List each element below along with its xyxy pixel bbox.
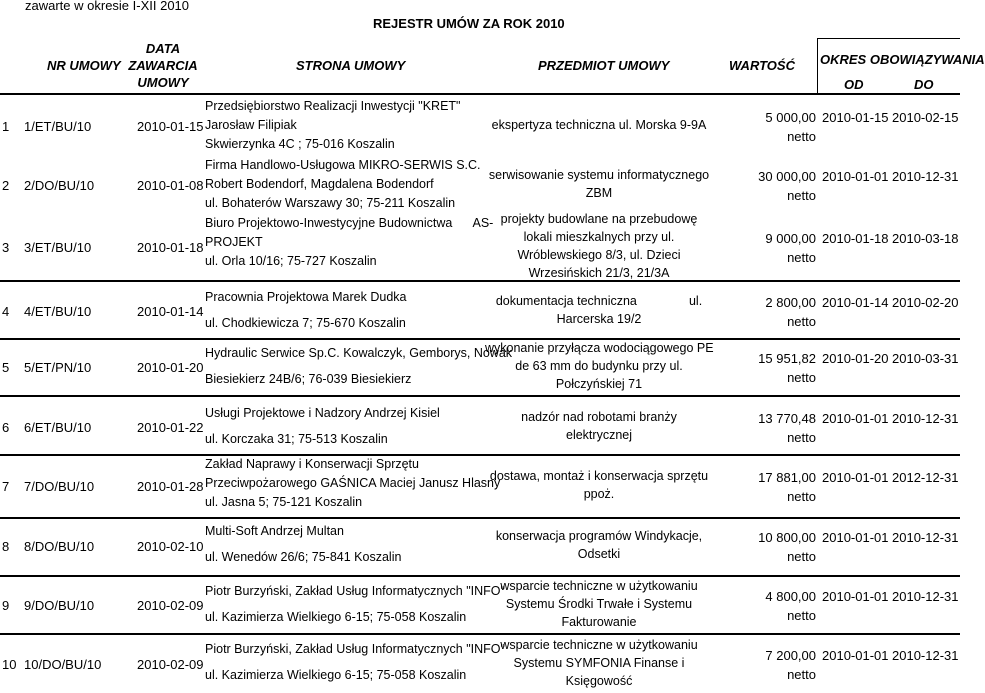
contract-value: 10 800,00 [758, 530, 816, 545]
subject-line: Systemu SYMFONIA Finanse i [513, 655, 685, 670]
valid-from: 2010-01-01 [822, 647, 889, 663]
contract-date: 2010-01-14 [137, 303, 204, 319]
party-line: ul. Chodkiewicza 7; 75-670 Koszalin [205, 316, 406, 330]
header-data-line: DATA [145, 41, 181, 56]
netto-label: netto [787, 128, 816, 144]
contract-date: 2010-02-09 [137, 656, 204, 672]
valid-to: 2010-03-31 [892, 351, 959, 366]
party-line: Pracownia Projektowa Marek Dudka [205, 290, 407, 304]
subject-line: wsparcie techniczne w użytkowaniu [500, 579, 698, 593]
subject-line: Wróblewskiego 8/3, ul. Dzieci [517, 248, 681, 262]
valid-from: 2010-01-01 [822, 410, 889, 426]
netto-label: netto [787, 549, 816, 564]
subject-line: Odsetki [577, 547, 621, 561]
contract-value: 7 200,00 [765, 647, 816, 663]
header-wartosc: WARTOŚĆ [729, 58, 795, 73]
row-separator [0, 517, 960, 519]
valid-to: 2010-12-31 [892, 168, 959, 184]
netto-label: netto [787, 666, 816, 682]
contract-date: 2010-01-20 [137, 360, 204, 375]
party-line: ul. Jasna 5; 75-121 Koszalin [205, 495, 363, 509]
subject-line: Połczyńskiej 71 [555, 377, 643, 391]
valid-from: 2010-01-01 [822, 470, 889, 485]
party-line: Hydraulic Serwice Sp.C. Kowalczyk, Gemborys, Nowak [205, 346, 513, 360]
party-line: ul. Kazimierza Wielkiego 6-15; 75-058 Koszalin [205, 610, 467, 624]
contract-value: 9 000,00 [765, 231, 816, 246]
row-number: 6 [2, 419, 10, 435]
party-line: Jarosław Filipiak [205, 118, 297, 132]
header-okres-obowiazywania: OKRES OBOWIĄZYWANIA [820, 52, 985, 67]
contract-value: 30 000,00 [758, 168, 816, 184]
party-line: Piotr Burzyński, Zakład Usług Informatycznych "INFO" [205, 584, 505, 598]
contract-number: 6/ET/BU/10 [24, 419, 92, 435]
party-line: Multi-Soft Andrzej Multan [205, 524, 344, 538]
row-number: 8 [2, 539, 10, 554]
party-line: ul. Bohaterów Warszawy 30; 75-211 Koszalin [205, 196, 456, 210]
subject-line: wykonanie przyłącza wodociągowego PE [485, 341, 714, 355]
row-separator [0, 338, 960, 340]
header-bottom-border [0, 93, 960, 95]
party-line: ul. Orla 10/16; 75-727 Koszalin [205, 254, 377, 268]
party-line: Biuro Projektowo-Inwestycyjne Budownictwa AS- [205, 216, 494, 230]
subject-line: Systemu Środki Trwałe i Systemu [505, 597, 693, 611]
contract-number: 4/ET/BU/10 [24, 303, 92, 319]
party-line: PROJEKT [205, 235, 263, 249]
netto-label: netto [787, 250, 816, 265]
subject-line: serwisowanie systemu informatycznego [488, 167, 710, 182]
row-separator [0, 454, 960, 456]
row-separator [0, 575, 960, 577]
header-od: OD [844, 77, 864, 92]
netto-label: netto [787, 313, 816, 329]
subject-line: nadzór nad robotami branży [521, 409, 677, 424]
party-line: Przedsiębiorstwo Realizacji Inwestycji "KRET" [205, 99, 461, 113]
valid-from: 2010-01-18 [822, 231, 889, 246]
row-number: 2 [2, 177, 10, 193]
contract-date: 2010-02-09 [137, 598, 204, 613]
row-number: 10 [2, 656, 17, 672]
valid-to: 2012-12-31 [892, 470, 959, 485]
contract-number: 7/DO/BU/10 [24, 479, 95, 494]
netto-label: netto [787, 489, 816, 504]
party-line: Biesiekierz 24B/6; 76-039 Biesiekierz [205, 372, 412, 386]
contract-number: 9/DO/BU/10 [24, 598, 95, 613]
row-number: 3 [2, 240, 10, 255]
subject-line: Harcerska 19/2 [556, 311, 642, 326]
row-separator [0, 395, 960, 397]
valid-to: 2010-02-20 [892, 294, 959, 310]
contract-date: 2010-01-22 [137, 419, 204, 435]
valid-to: 2010-12-31 [892, 530, 959, 545]
party-line: Zakład Naprawy i Konserwacji Sprzętu [205, 457, 419, 471]
contract-value: 2 800,00 [765, 294, 816, 310]
party-line: ul. Wenedów 26/6; 75-841 Koszalin [205, 550, 402, 564]
party-line: Usługi Projektowe i Nadzory Andrzej Kisiel [205, 406, 440, 420]
subject-line: ekspertyza techniczna ul. Morska 9-9A [491, 117, 707, 132]
contract-number: 2/DO/BU/10 [24, 177, 95, 193]
contract-number: 1/ET/BU/10 [24, 118, 92, 134]
party-line: ul. Kazimierza Wielkiego 6-15; 75-058 Koszalin [205, 668, 467, 682]
row-number: 4 [2, 303, 10, 319]
row-number: 7 [2, 479, 10, 494]
valid-from: 2010-01-15 [822, 109, 889, 125]
subject-line: konserwacja programów Windykacje, [495, 529, 703, 543]
header-data-line: ZAWARCIA [128, 57, 198, 73]
valid-to: 2010-02-15 [892, 109, 959, 125]
contract-date: 2010-01-18 [137, 240, 204, 255]
contract-number: 8/DO/BU/10 [24, 539, 95, 554]
header-do: DO [914, 77, 934, 92]
header-data-line: UMOWY [137, 74, 189, 90]
contract-date: 2010-01-08 [137, 177, 204, 193]
contract-number: 3/ET/BU/10 [24, 240, 92, 255]
row-separator [0, 280, 960, 282]
row-number: 9 [2, 598, 10, 613]
valid-from: 2010-01-01 [822, 168, 889, 184]
subject-line: Księgowość [565, 673, 633, 688]
subject-line: lokali mieszkalnych przy ul. [523, 230, 675, 244]
valid-from: 2010-01-01 [822, 530, 889, 545]
row-number: 1 [2, 118, 10, 134]
party-line: Robert Bodendorf, Magdalena Bodendorf [205, 177, 434, 191]
party-line: Firma Handlowo-Usługowa MIKRO-SERWIS S.C. [205, 158, 481, 172]
party-line: Skwierzynka 4C ; 75-016 Koszalin [205, 137, 395, 151]
subject-line: Fakturowanie [561, 615, 637, 629]
header-przedmiot-umowy: PRZEDMIOT UMOWY [538, 58, 670, 73]
party-line: ul. Korczaka 31; 75-513 Koszalin [205, 432, 388, 446]
party-line: Przeciwpożarowego GAŚNICA Maciej Janusz Hlasny [205, 476, 501, 490]
subject-line: elektrycznej [566, 427, 632, 442]
netto-label: netto [787, 370, 816, 385]
subject-line: ppoż. [583, 487, 615, 501]
contract-date: 2010-01-15 [137, 118, 204, 134]
register-title: REJESTR UMÓW ZA ROK 2010 [373, 16, 565, 31]
contract-date: 2010-02-10 [137, 539, 204, 554]
header-divider [817, 38, 818, 94]
valid-to: 2010-12-31 [892, 410, 959, 426]
header-strona-umowy: STRONA UMOWY [296, 58, 406, 73]
netto-label: netto [787, 187, 816, 203]
subject-line: wsparcie techniczne w użytkowaniu [500, 637, 698, 652]
header-nr-umowy: NR UMOWY [47, 58, 121, 73]
row-separator [0, 633, 960, 635]
contract-number: 10/DO/BU/10 [24, 656, 102, 672]
subject-line: projekty budowlane na przebudowę [500, 212, 698, 226]
subject-line: dostawa, montaż i konserwacja sprzętu [489, 469, 709, 483]
contract-value: 15 951,82 [758, 351, 816, 366]
row-number: 5 [2, 360, 10, 375]
valid-from: 2010-01-20 [822, 351, 889, 366]
valid-to: 2010-12-31 [892, 589, 959, 604]
subject-line: ZBM [585, 185, 613, 200]
contract-value: 13 770,48 [758, 410, 816, 426]
contract-date: 2010-01-28 [137, 479, 204, 494]
netto-label: netto [787, 608, 816, 623]
subject-line: Wrzesińskich 21/3, 21/3A [528, 266, 670, 280]
subject-line: dokumentacja techniczna ul. [495, 293, 703, 308]
header-top-border [817, 38, 960, 39]
contract-value: 5 000,00 [765, 109, 816, 125]
party-line: Piotr Burzyński, Zakład Usług Informatycznych "INFO" [205, 642, 505, 656]
contract-value: 4 800,00 [765, 589, 816, 604]
header-data-zawarcia [128, 41, 198, 92]
valid-from: 2010-01-14 [822, 294, 889, 310]
contract-number: 5/ET/PN/10 [24, 360, 92, 375]
valid-to: 2010-12-31 [892, 647, 959, 663]
valid-from: 2010-01-01 [822, 589, 889, 604]
contract-value: 17 881,00 [758, 470, 816, 485]
subject-line: de 63 mm do budynku przy ul. [515, 359, 683, 373]
valid-to: 2010-03-18 [892, 231, 959, 246]
netto-label: netto [787, 429, 816, 445]
period-note: zawarte w okresie I-XII 2010 [25, 0, 190, 13]
